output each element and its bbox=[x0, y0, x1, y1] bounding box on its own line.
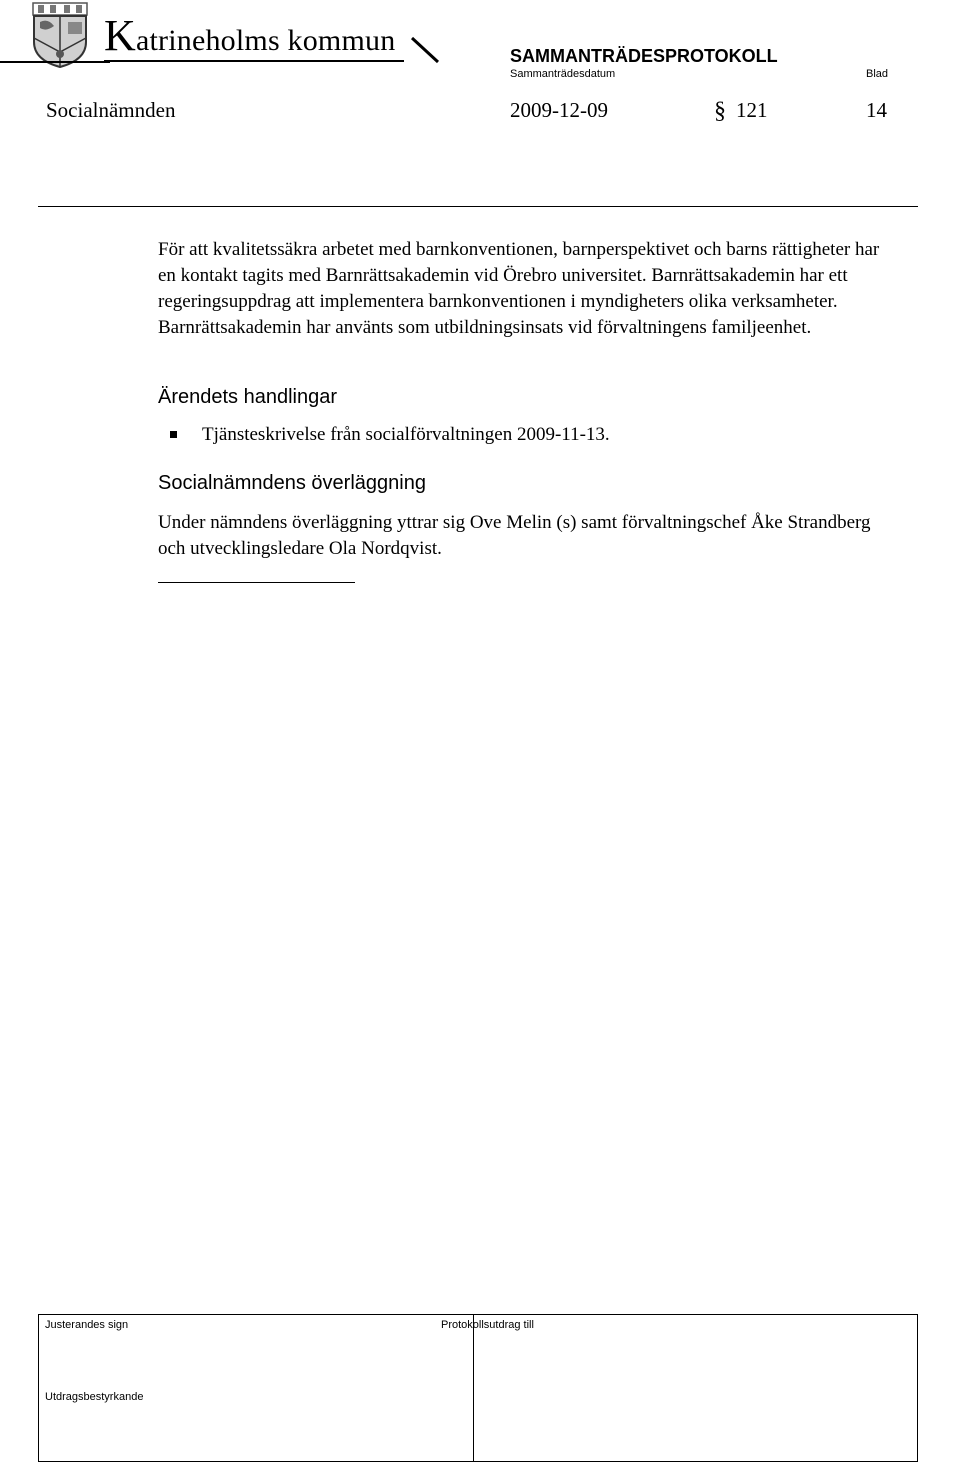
logo-initial: K bbox=[104, 11, 136, 60]
bullet-icon bbox=[170, 431, 177, 438]
meeting-date: 2009-12-09 bbox=[510, 98, 608, 122]
list-item: Tjänsteskrivelse från socialförvaltningen 2009-11-13. bbox=[202, 424, 610, 445]
certification-label: Utdragsbestyrkande bbox=[45, 1391, 144, 1403]
signature-box-divider bbox=[473, 1315, 474, 1461]
logo-underline bbox=[104, 60, 404, 62]
section-end-rule bbox=[158, 582, 355, 583]
paragraph-number: 121 bbox=[736, 98, 768, 122]
extract-recipients-label: Protokollsutdrag till bbox=[441, 1319, 534, 1331]
municipality-logo bbox=[104, 11, 396, 61]
logo-name: atrineholms kommun bbox=[135, 24, 396, 57]
signature-box bbox=[38, 1314, 918, 1462]
committee-name: Socialnämnden bbox=[46, 98, 176, 122]
deliberation-heading: Socialnämndens överläggning bbox=[158, 472, 426, 494]
meeting-date-label: Sammanträdesdatum bbox=[510, 68, 616, 80]
document-type: SAMMANTRÄDESPROTOKOLL bbox=[510, 46, 778, 66]
logo-underline bbox=[0, 61, 110, 63]
header-divider bbox=[38, 206, 918, 207]
intro-paragraph: För att kvalitetssäkra arbetet med barnkonventionen, barnperspektivet och barns rättigheter har en kontakt tagits med Barnrättsakademin vid Örebro universitet. Barnrättsakademin har ett regeringsuppdrag att implementera barnkonventionen i myndigheters olika verksamheter. Barnrättsakademin har använts som utbildningsinsats vid förvaltningens familjeenhet. bbox=[158, 239, 880, 338]
paragraph-sign: § bbox=[714, 98, 726, 124]
page-label: Blad bbox=[866, 68, 889, 80]
coat-of-arms-icon bbox=[32, 2, 88, 68]
page-number: 14 bbox=[866, 98, 887, 122]
adjuster-signature-label: Justerandes sign bbox=[45, 1319, 129, 1331]
logo-slash-mark bbox=[404, 34, 444, 64]
deliberation-paragraph: Under nämndens överläggning yttrar sig Ove Melin (s) samt förvaltningschef Åke Strandberg och utvecklingsledare Ola Nordqvist. bbox=[158, 512, 871, 559]
documents-heading: Ärendets handlingar bbox=[158, 386, 338, 408]
